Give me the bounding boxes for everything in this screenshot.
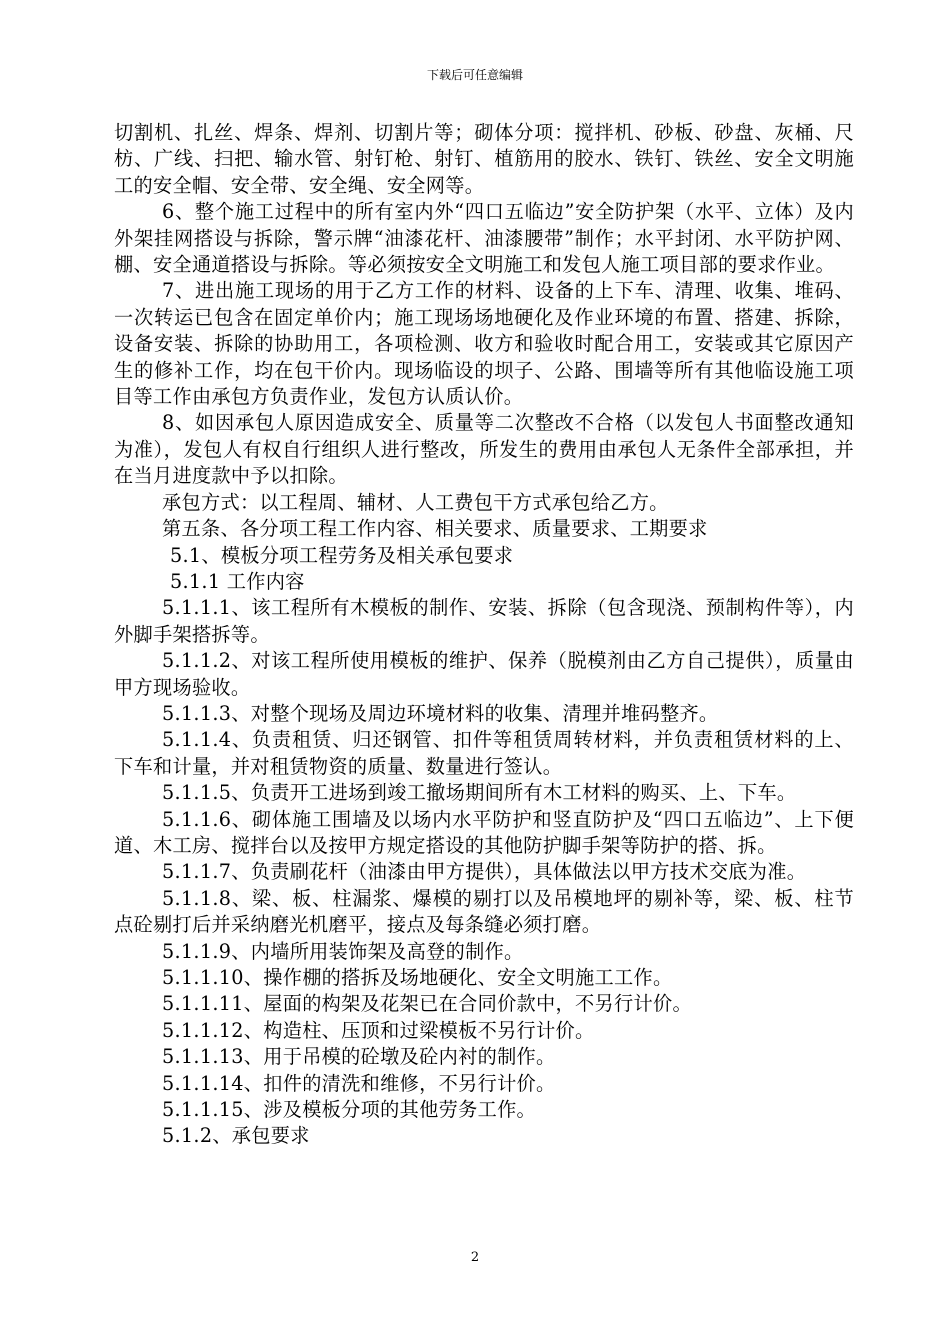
document-body — [114, 120, 854, 1150]
paragraph: 5.1.1.13、用于吊模的砼墩及砼内衬的制作。 — [162, 1045, 556, 1069]
paragraph: 承包方式：以工程周、辅材、人工费包干方式承包给乙方。 — [162, 490, 669, 514]
paragraph: 5.1.1.14、扣件的清洗和维修，不另行计价。 — [162, 1071, 556, 1095]
page-number: 2 — [470, 1250, 480, 1265]
paragraph: 5.1.1.10、操作棚的搭拆及场地硬化、安全文明施工工作。 — [162, 966, 673, 989]
section-heading: 第五条、各分项工程工作内容、相关要求、质量要求、工期要求 — [162, 517, 708, 541]
paragraph: 5.1.1.3、对整个现场及周边环境材料的收集、清理并堆码整齐。 — [162, 701, 719, 725]
paragraph: 5.1.1.9、内墙所用装饰架及高登的制作。 — [162, 939, 524, 963]
paragraph: 5.1.1.7、负责刷花杆（油漆由甲方提供），具体做法以甲方技术交底为准。 — [162, 860, 807, 884]
paragraph: 5.1.1.1、该工程所有木模板的制作、安装、拆除（包含现浇、预制构件等），内外脚手架搭拆等。 — [114, 596, 854, 646]
paragraph: 6、整个施工过程中的所有室内外“四口五临边”安全防护架（水平、立体）及内外架挂网搭设与拆除，警示牌“油漆花杆、油漆腰带”制作；水平封闭、水平防护网、棚、安全通道搭设与拆除。等必须按安全文明施工和发包人施工项目部的要求作业。 — [114, 200, 854, 277]
paragraph: 5.1.1.6、砌体施工围墙及以场内水平防护和竖直防护及“四口五临边”、上下便道、木工房、搅拌台以及按甲方规定搭设的其他防护脚手架等防护的搭、拆。 — [114, 807, 854, 857]
paragraph: 5.1.1.2、对该工程所使用模板的维护、保养（脱模剂由乙方自己提供），质量由甲方现场验收。 — [114, 649, 854, 699]
paragraph: 8、如因承包人原因造成安全、质量等二次整改不合格（以发包人书面整改通知为准），发包人有权自行组织人进行整改，所发生的费用由承包人无条件全部承担，并在当月进度款中予以扣除。 — [114, 411, 854, 488]
subsection-heading: 5.1.2、承包要求 — [162, 1124, 310, 1148]
paragraph: 5.1.1.5、负责开工进场到竣工撤场期间所有木工材料的购买、上、下车。 — [162, 781, 797, 805]
paragraph: 切割机、扎丝、焊条、焊剂、切割片等；砌体分项：搅拌机、砂板、砂盘、灰桶、尺枋、广线、扫把、输水管、射钉枪、射钉、植筋用的胶水、铁钉、铁丝、安全文明施工的安全帽、安全带、安全绳、安全网等。 — [114, 121, 854, 197]
paragraph: 5.1.1.4、负责租赁、归还钢管、扣件等租赁周转材料，并负责租赁材料的上、下车和计量，并对租赁物资的质量、数量进行签认。 — [114, 728, 854, 778]
subsection-heading: 5.1.1 工作内容 — [170, 569, 305, 593]
paragraph: 7、进出施工现场的用于乙方工作的材料、设备的上下车、清理、收集、堆码、一次转运已包含在固定单价内；施工现场场地硬化及作业环境的布置、搭建、拆除，设备安装、拆除的协助用工，各项检测、收方和验收时配合用工，安装或其它原因产生的修补工作，均在包干价内。现场临设的坝子、公路、围墙等所有其他临设施工项目等工作由承包方负责作业，发包方认质认价。 — [114, 279, 854, 409]
paragraph: 5.1.1.12、构造柱、压顶和过梁模板不另行计价。 — [162, 1018, 595, 1042]
paragraph: 5.1.1.8、梁、板、柱漏浆、爆模的剔打以及吊模地坪的剔补等，梁、板、柱节点砼剔打后并采纳磨光机磨平，接点及每条缝必须打磨。 — [114, 886, 854, 937]
paragraph: 5.1.1.15、涉及模板分项的其他劳务工作。 — [162, 1098, 537, 1122]
page-header: 下载后可任意编辑 — [426, 68, 523, 82]
subsection-heading: 5.1、模板分项工程劳务及相关承包要求 — [170, 543, 514, 567]
paragraph: 5.1.1.11、屋面的构架及花架已在合同价款中，不另行计价。 — [162, 992, 692, 1016]
